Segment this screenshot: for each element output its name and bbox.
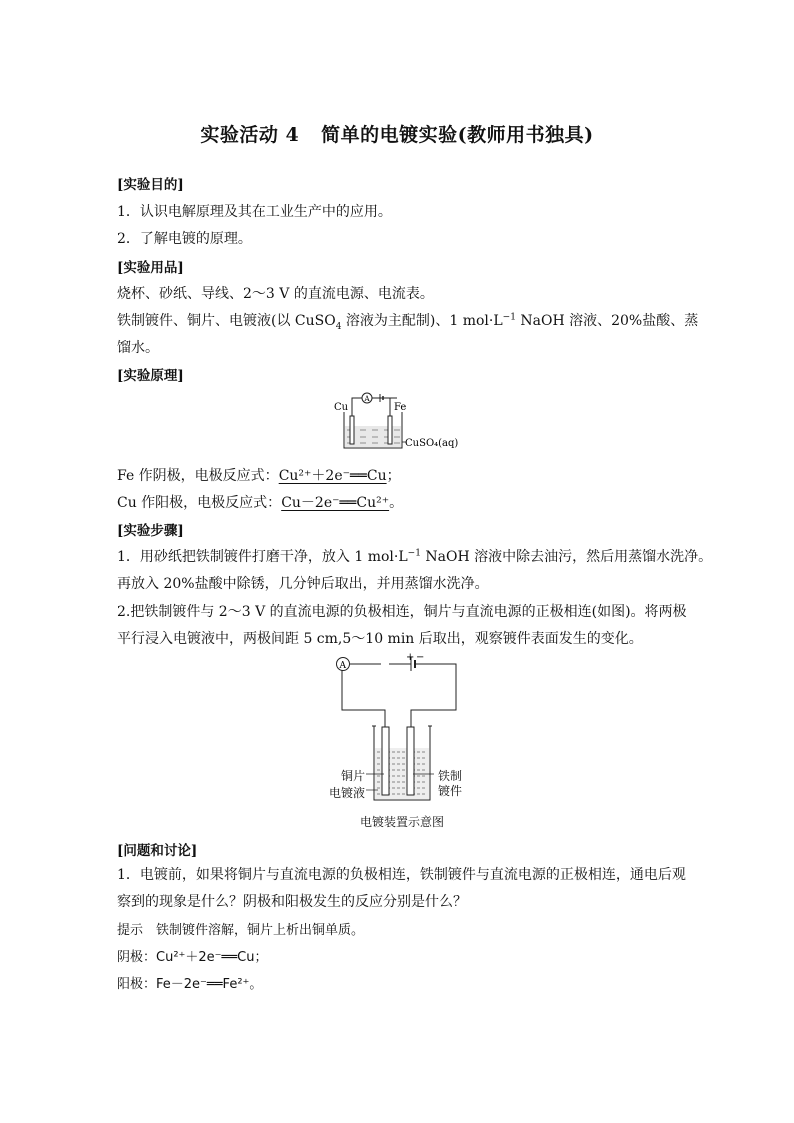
ammeter-label: A <box>339 661 346 671</box>
anode-equation-line: Cu 作阳极，电极反应式：Cu－2e⁻══Cu²⁺。 <box>117 495 404 511</box>
answer-cathode: 阴极：Cu²⁺＋2e⁻══Cu； <box>117 950 268 965</box>
section-purpose: [实验目的] <box>117 177 184 193</box>
cu-electrode <box>350 416 354 444</box>
figure-caption: 电镀装置示意图 <box>360 815 445 829</box>
cathode-equation-line: Fe 作阴极，电极反应式：Cu²⁺＋2e⁻══Cu； <box>117 468 401 484</box>
iron-piece-label-2: 镀件 <box>438 784 463 798</box>
section-principle: [实验原理] <box>117 368 184 384</box>
answer-anode: 阳极：Fe－2e⁻══Fe²⁺。 <box>117 977 263 992</box>
iron-piece <box>407 727 414 795</box>
iron-piece-label-1: 铁制 <box>438 769 463 783</box>
copper-plate-label: 铜片 <box>341 769 366 783</box>
answer-hint: 提示 铁制镀件溶解，铜片上析出铜单质。 <box>117 923 365 938</box>
step-1-line-1: 1．用砂纸把铁制镀件打磨干净，放入 1 $mol\cdot L^{-1}$ NaOH 溶液中除去油污，然后用蒸馏水洗净。 <box>117 548 713 565</box>
question-1-line-1: 1．电镀前，如果将铜片与直流电源的负极相连，铁制镀件与直流电源的正极相连，通电后观 <box>117 867 686 883</box>
fe-electrode-label: Fe <box>394 402 407 413</box>
fe-electrode <box>388 416 392 444</box>
ammeter-label: A <box>364 395 370 403</box>
step-2-line-2: 平行浸入电镀液中，两极间距 5 cm,5～10 min 后取出，观察镀件表面发生的变化。 <box>117 631 643 647</box>
purpose-item-2: 2．了解电镀的原理。 <box>117 231 252 247</box>
anode-equation: Cu－2e⁻══Cu²⁺ <box>281 495 390 511</box>
section-steps: [实验步骤] <box>117 523 184 539</box>
page-title <box>0 120 794 147</box>
copper-plate <box>382 727 389 795</box>
question-1-line-2: 察到的现象是什么？阴极和阳极发生的反应分别是什么？ <box>117 894 467 910</box>
section-materials: [实验用品] <box>117 260 184 276</box>
positive-terminal: + <box>406 652 415 663</box>
materials-line-1: 烧杯、砂纸、导线、2～3 V 的直流电源、电流表。 <box>117 286 434 302</box>
materials-line-3: 馏水。 <box>117 340 159 356</box>
solution-label: CuSO₄(aq) <box>405 438 459 449</box>
step-1-line-2: 再放入 20%盐酸中除锈，几分钟后取出，并用蒸馏水洗净。 <box>117 576 489 592</box>
cu-electrode-label: Cu <box>334 402 349 413</box>
electroplating-principle-figure <box>330 392 470 457</box>
negative-terminal: − <box>416 652 425 663</box>
title-main: 实验活动 4 <box>200 124 300 146</box>
materials-line-2: 铁制镀件、铜片、电镀液(以 CuSO$_4$ 溶液为主配制)、1 $mol\cdot L^{-1}$ NaOH 溶液、20%盐酸、蒸 <box>117 312 699 332</box>
plating-liquid-label: 电镀液 <box>329 786 366 800</box>
section-discussion: [问题和讨论] <box>117 843 198 859</box>
title-sub: 简单的电镀实验(教师用书独具) <box>321 124 594 146</box>
purpose-item-1: 1．认识电解原理及其在工业生产中的应用。 <box>117 204 392 220</box>
cathode-equation: Cu²⁺＋2e⁻══Cu <box>278 468 387 484</box>
step-2-line-1: 2.把铁制镀件与 2～3 V 的直流电源的负极相连，铜片与直流电源的正极相连(如图)。将两极 <box>117 604 687 620</box>
